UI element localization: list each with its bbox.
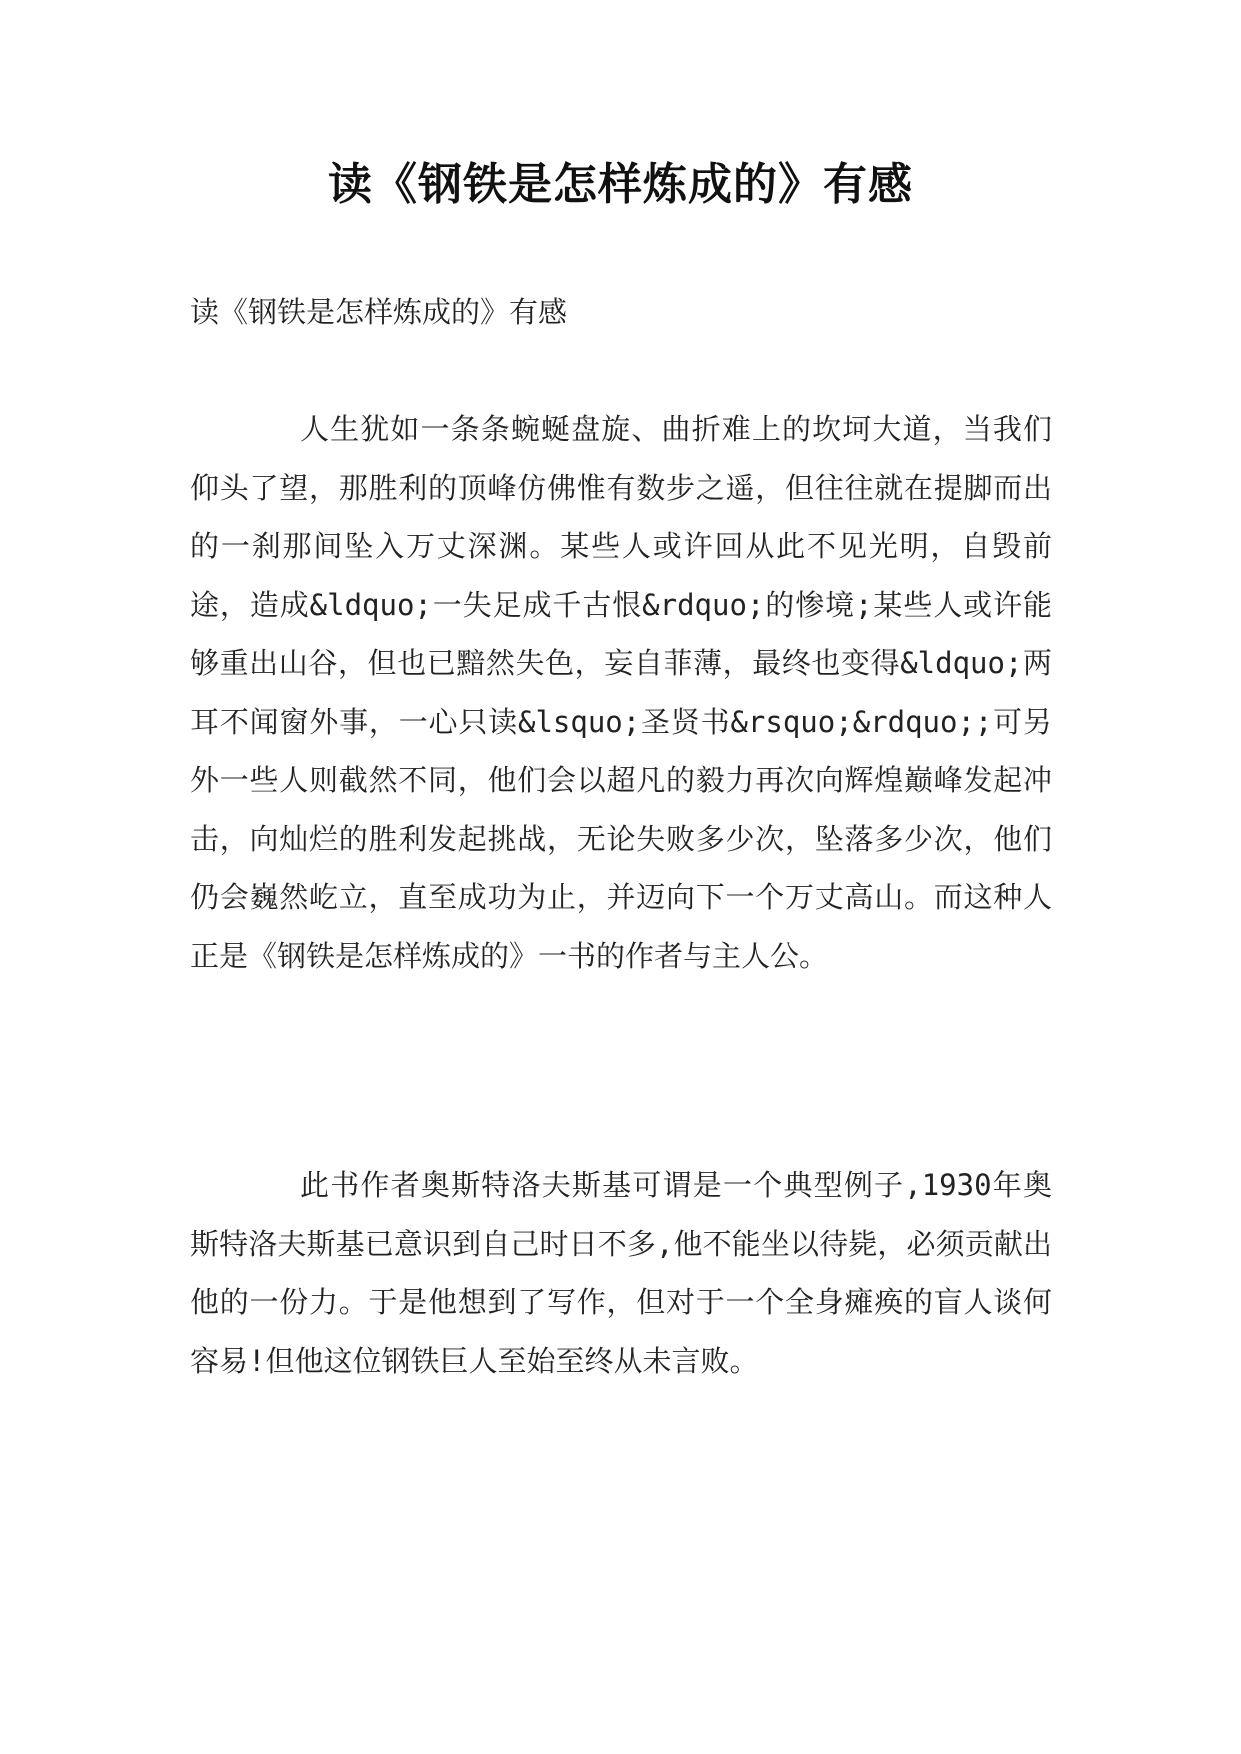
document-title: 读《钢铁是怎样炼成的》有感 — [328, 159, 913, 210]
document-subtitle: 读《钢铁是怎样炼成的》有感 — [190, 295, 568, 329]
body-paragraph-1: 人生犹如一条条蜿蜒盘旋、曲折难上的坎坷大道，当我们仰头了望，那胜利的顶峰仿佛惟有数步之遥，但往往就在提脚而出的一刹那间坠入万丈深渊。某些人或许回从此不见光明，自毁前途，造成&ldquo;一失足成千古恨&rdquo;的惨境;某些人或许能够重出山谷，但也已黯然失色，妄自菲薄，最终也变得&ldquo;两耳不闻窗外事，一心只读&lsquo;圣贤书&rsquo;&rdquo;;可另外一些人则截然不同，他们会以超凡的毅力再次向辉煌巅峰发起冲击，向灿烂的胜利发起挑战，无论失败多少次，坠落多少次，他们仍会巍然屹立，直至成功为止，并迈向下一个万丈高山。而这种人正是《钢铁是怎样炼成的》一书的作者与主人公。 — [190, 412, 1052, 973]
body-paragraph-2: 此书作者奥斯特洛夫斯基可谓是一个典型例子,1930年奥斯特洛夫斯基已意识到自己时日不多,他不能坐以待毙，必须贡献出他的一份力。于是他想到了写作，但对于一个全身瘫痪的盲人谈何容易!但他这位钢铁巨人至始至终从未言败。 — [190, 1168, 1052, 1378]
